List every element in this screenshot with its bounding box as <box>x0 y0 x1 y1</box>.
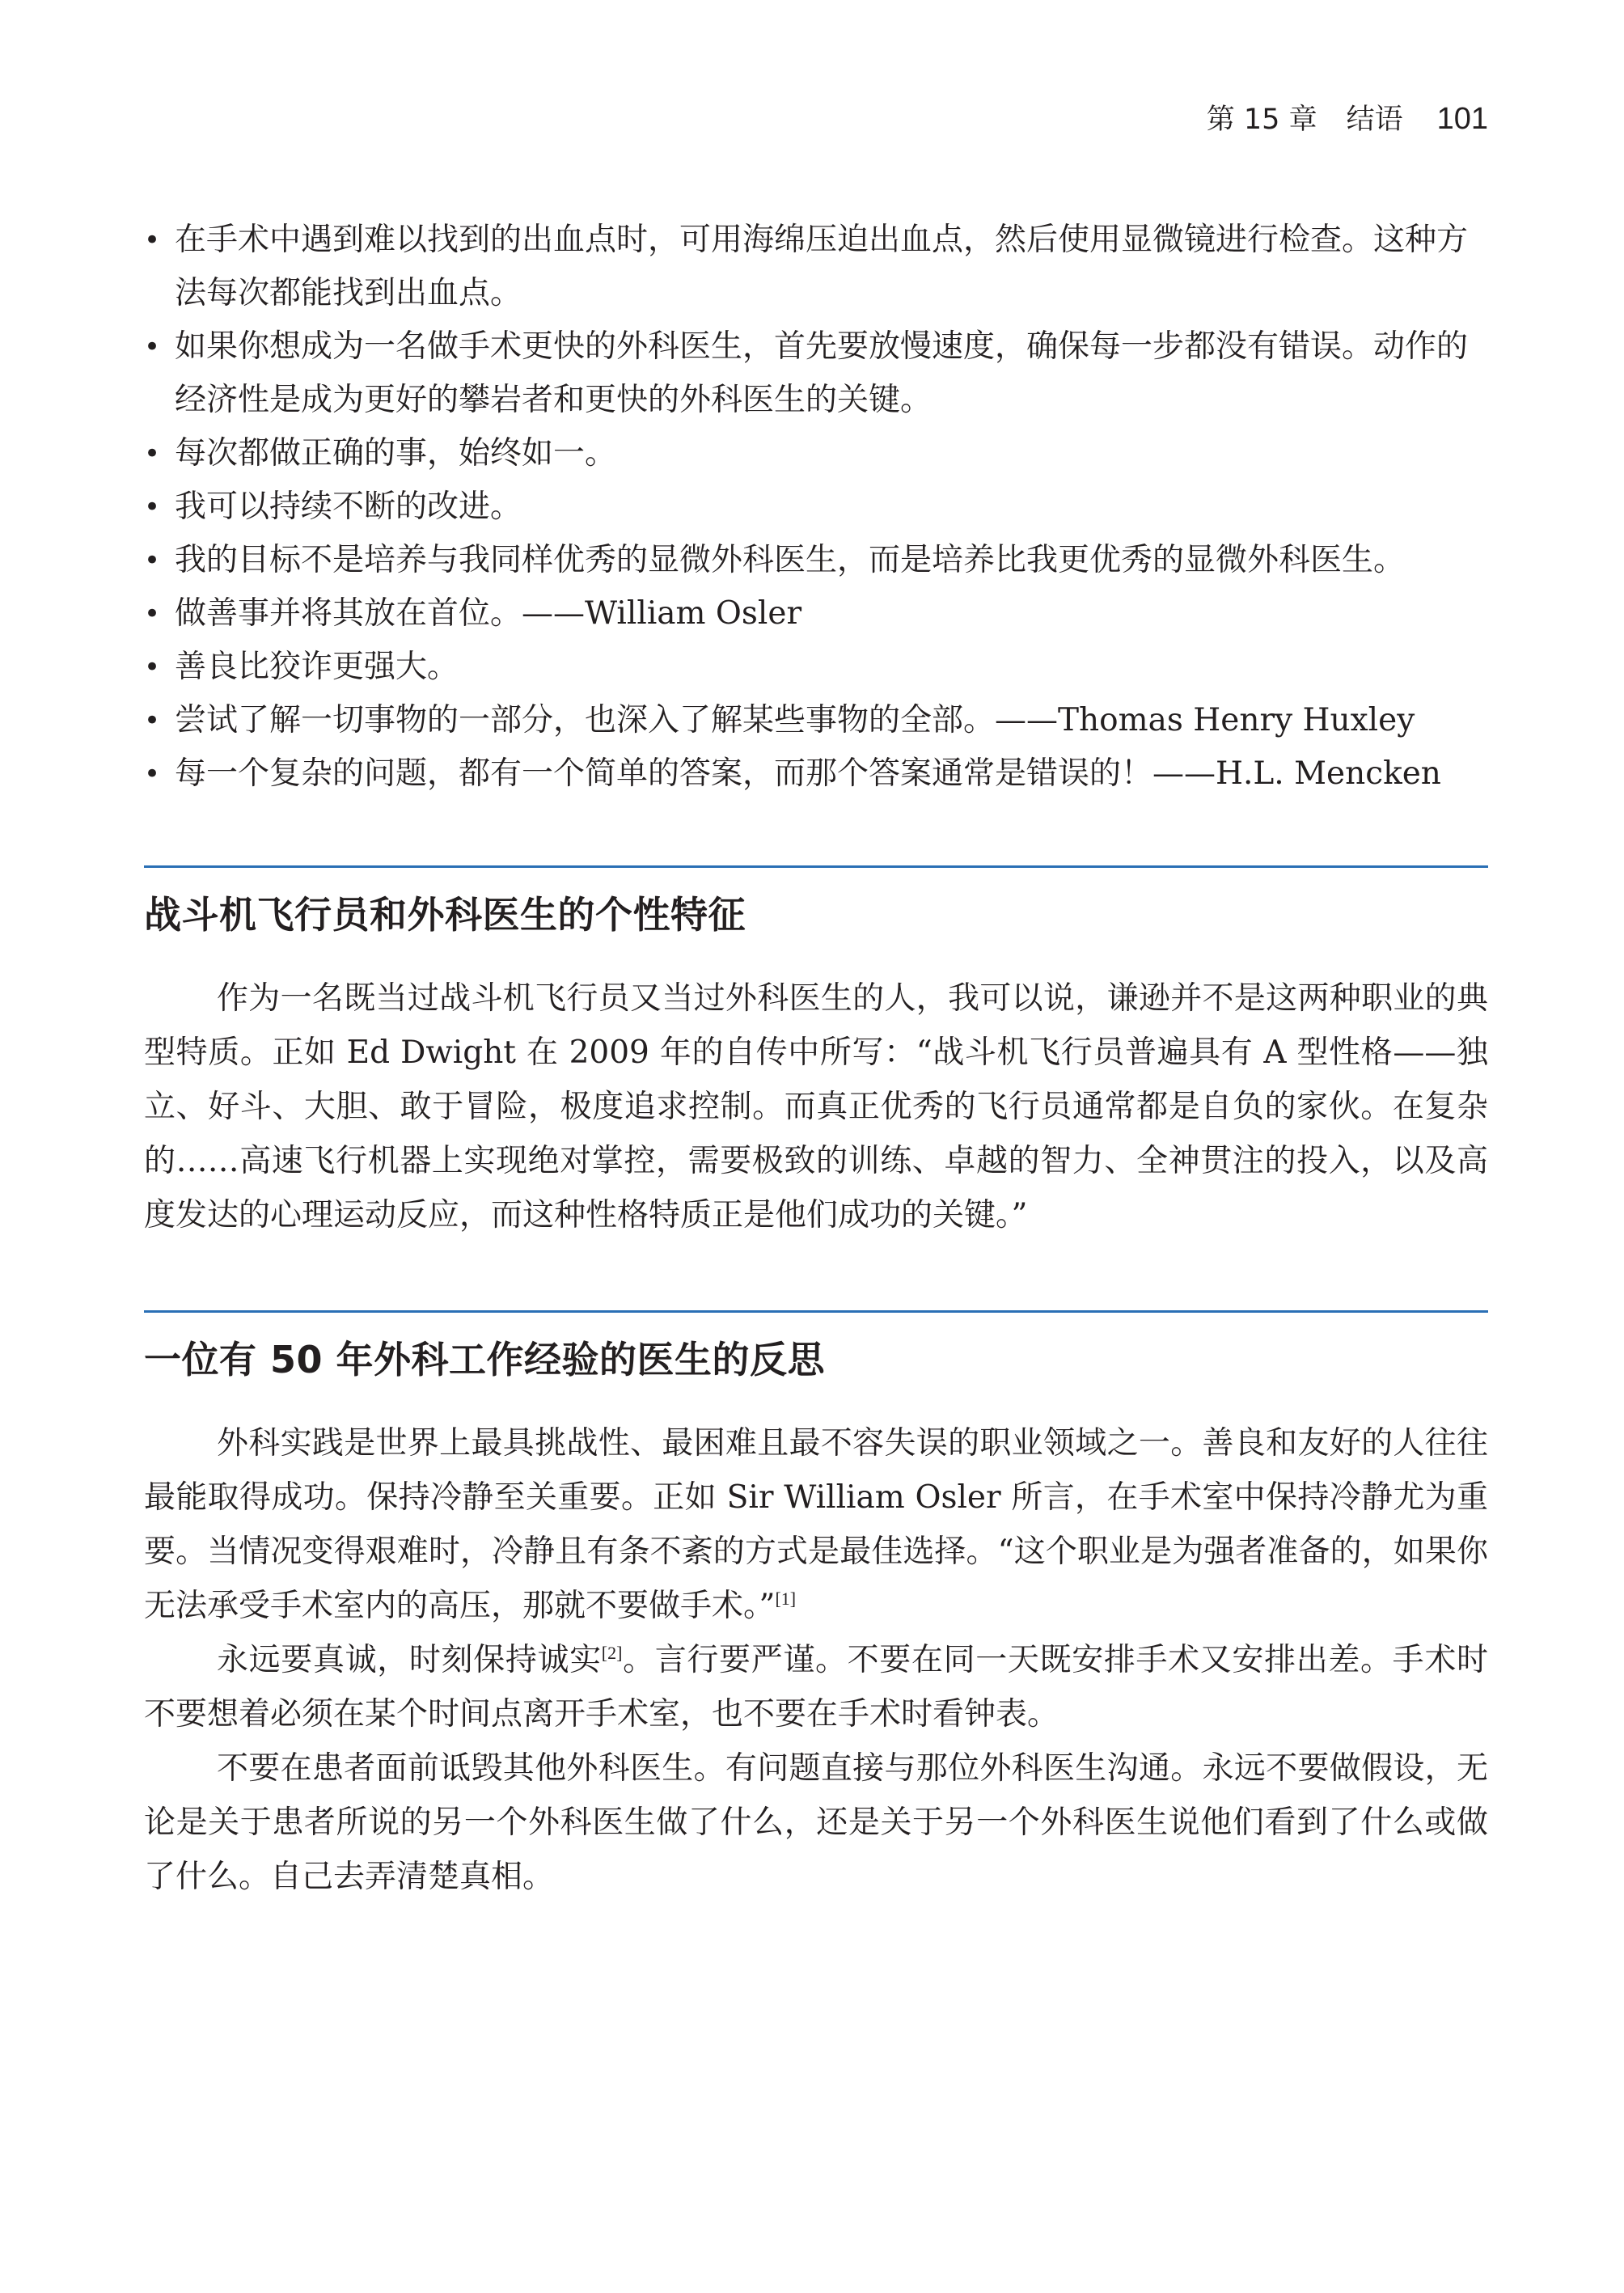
bullet-icon: • <box>144 598 161 630</box>
list-item-text: 我可以持续不断的改进。 <box>175 489 522 525</box>
bullet-icon: • <box>144 438 161 470</box>
citation-ref: [1] <box>775 1589 797 1609</box>
list-item-text: 我的目标不是培养与我同样优秀的显微外科医生，而是培养比我更优秀的显微外科医生。 <box>175 542 1406 578</box>
section-paragraph <box>144 1416 1488 1633</box>
paragraph-text: 永远要真诚，时刻保持诚实 <box>217 1642 602 1678</box>
list-item <box>144 641 1488 694</box>
chapter-label: 第 15 章 <box>1206 104 1317 136</box>
section-divider <box>144 865 1488 868</box>
list-item <box>144 427 1488 480</box>
bullet-icon: • <box>144 491 161 523</box>
bullet-icon: • <box>144 331 161 363</box>
list-item-text: 善良比狡诈更强大。 <box>175 649 459 685</box>
running-header <box>1207 101 1488 137</box>
section-paragraph: 作为一名既当过战斗机飞行员又当过外科医生的人，我可以说，谦逊并不是这两种职业的典型特质。正如 Ed Dwight 在 2009 年的自传中所写：“战斗机飞行员普遍具有 A 型性格——独立、好斗、大胆、敢于冒险，极度追求控制。而真正优秀的飞行员通常都是自负的家伙。在复杂的……高速飞行机器上实现绝对掌控，需要极致的训练、卓越的智力、全神贯注的投入，以及高度发达的心理运动反应，而这种性格特质正是他们成功的关键。” <box>144 980 1488 1233</box>
section-heading-reflection: 一位有 50 年外科工作经验的医生的反思 <box>144 1338 826 1381</box>
bullet-icon: • <box>144 224 161 256</box>
paragraph-text: 外科实践是世界上最具挑战性、最困难且最不容失误的职业领域之一。善良和友好的人往往最能取得成功。保持冷静至关重要。正如 Sir William Osler 所言，在手术室中保持冷静尤为重要。当情况变得艰难时，冷静且有条不紊的方式是最佳选择。“这个职业是为强者准备的，如果你无法承受手术室内的高压，那就不要做手术。” <box>144 1425 1488 1624</box>
list-item-text: 如果你想成为一名做手术更快的外科医生，首先要放慢速度，确保每一步都没有错误。动作的经济性是成为更好的攀岩者和更快的外科医生的关键。 <box>175 328 1469 418</box>
list-item-text: 做善事并将其放在首位。——William Osler <box>175 595 802 632</box>
bullet-icon: • <box>144 651 161 683</box>
list-item <box>144 534 1488 587</box>
list-item <box>144 320 1488 427</box>
citation-ref: [2] <box>601 1643 623 1663</box>
list-item <box>144 587 1488 641</box>
list-item-text: 每次都做正确的事，始终如一。 <box>175 435 617 472</box>
paragraph-text: 。言行要严谨。不要在同一天既安排手术又安排出差。手术时不要想着必须在某个时间点离开手术室，也不要在手术时看钟表。 <box>144 1642 1488 1732</box>
list-item-text: 尝试了解一切事物的一部分，也深入了解某些事物的全部。——Thomas Henry Huxley <box>175 702 1415 738</box>
bullet-icon: • <box>144 544 161 577</box>
list-item-text: 在手术中遇到难以找到的出血点时，可用海绵压迫出血点，然后使用显微镜进行检查。这种方法每次都能找到出血点。 <box>175 222 1469 311</box>
list-item <box>144 214 1488 320</box>
section-paragraph: 不要在患者面前诋毁其他外科医生。有问题直接与那位外科医生沟通。永远不要做假设，无论是关于患者所说的另一个外科医生做了什么，还是关于另一个外科医生说他们看到了什么或做了什么。自己去弄清楚真相。 <box>144 1750 1488 1895</box>
list-item-text: 每一个复杂的问题，都有一个简单的答案，而那个答案通常是错误的！——H.L. Mencken <box>175 755 1441 792</box>
list-item <box>144 480 1488 534</box>
list-item <box>144 694 1488 747</box>
section-label: 结语 <box>1346 104 1403 136</box>
section-paragraph <box>144 1633 1488 1741</box>
bullet-icon: • <box>144 704 161 737</box>
tips-list <box>144 214 1488 801</box>
section-heading-fighter-pilot: 战斗机飞行员和外科医生的个性特征 <box>144 893 746 937</box>
list-item <box>144 747 1488 801</box>
page-number: 101 <box>1436 102 1488 136</box>
section-divider <box>144 1310 1488 1313</box>
page-body <box>144 214 1488 1904</box>
bullet-icon: • <box>144 758 161 790</box>
